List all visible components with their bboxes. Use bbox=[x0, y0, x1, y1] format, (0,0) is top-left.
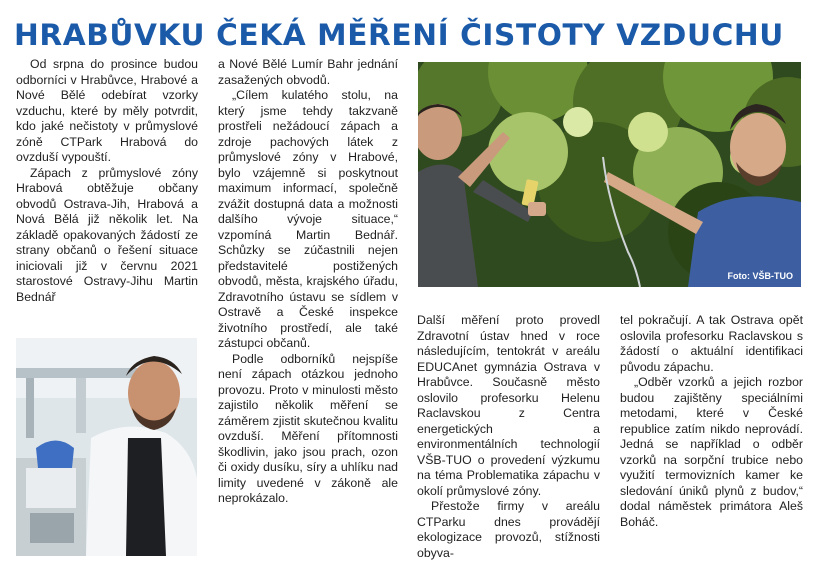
photo-researchers-trees bbox=[418, 62, 801, 287]
paragraph: Podle odborníků nejspíše není zápach otázkou jednoho provozu. Proto v minulosti město zajistilo několik měření se záměrem zjistit skutečnou kvalitu ovzduší. Měření přítomnosti škodlivin, jako jsou prach, ozon či oxidy dusíku, síry a uhlíku nad limity uvedené v zákoně ale neprokázalo. bbox=[218, 351, 398, 505]
text-column-2 bbox=[218, 57, 398, 563]
text-column-3 bbox=[417, 313, 600, 563]
cropped-line-above bbox=[0, 0, 822, 3]
paragraph: Od srpna do prosince budou odborníci v Hrabůvce, Hrabové a Nové Bělé odebírat vzorky vzduchu, které by měly potvrdit, kdo jaké nečistoty v průmyslové zóně CTPark Hrabová do ovzduší vypouští. bbox=[16, 57, 198, 164]
article-headline: HRABŮVKU ČEKÁ MĚŘENÍ ČISTOTY VZDUCHU bbox=[14, 18, 784, 52]
photo-researcher-lab bbox=[16, 338, 197, 556]
paragraph: Zápach z průmyslové zóny Hrabová obtěžuje občany obvodů Ostrava-Jih, Hrabová a Nová Bělá již několik let. Na základě opakovaných žádostí ze strany občanů o řešení situace iniciovali již v červnu 2021 starostové Ostravy-Jihu Martin Bednář bbox=[16, 165, 198, 304]
photo-researcher-lab-image bbox=[16, 338, 197, 556]
paragraph: Další měření proto provedl Zdravotní ústav hned v roce následujícím, tentokrát v areálu EDUCAnet gymnázia Ostrava v Hrabůvce. Současně město oslovilo profesorku Helenu Raclavskou z Centra energetických a environmentálních technologií VŠB-TUO o provedení výzkumu na téma Problematika zápachu v okolí průmyslové zóny. bbox=[417, 313, 600, 498]
photo-researchers-trees-image bbox=[418, 62, 801, 287]
photo-credit: Foto: VŠB-TUO bbox=[727, 271, 793, 281]
paragraph: „Odběr vzorků a jejich rozbor budou zajištěny speciálními metodami, které v České republice zatím nikdo neprovádí. Jedná se například o odběr vzorků na sorpční trubice nebo využití termovizních kamer ke sledování úniků plynů z budov,“ dodal náměstek primátora Aleš Boháč. bbox=[620, 375, 803, 529]
text-column-4 bbox=[620, 313, 803, 563]
paragraph: tel pokračují. A tak Ostrava opět oslovila profesorku Raclavskou s žádostí o aktuální identifikaci původu zápachu. bbox=[620, 313, 803, 374]
paragraph: a Nové Bělé Lumír Bahr jednání zasažených obvodů. bbox=[218, 57, 398, 87]
paragraph: „Cílem kulatého stolu, na který jsme tehdy takzvaně prostřeli nežádoucí zápach a zdroje pachových látek z průmyslové zóny v Hrabové, bylo vzájemně si poskytnout maximum informací, společně zvážit dostupná data a možnosti dalšího vývoje situace,“ vzpomíná Martin Bednář. Schůzky se zúčastnili nejen představitelé postižených obvodů, města, krajského úřadu, Zdravotního ústavu se sídlem v Ostravě a České inspekce životního prostředí, ale také zástupci občanů. bbox=[218, 88, 398, 350]
text-column-1 bbox=[16, 57, 198, 335]
paragraph: Přestože firmy v areálu CTParku dnes provádějí ekologizace provozů, stížnosti obyva- bbox=[417, 499, 600, 560]
